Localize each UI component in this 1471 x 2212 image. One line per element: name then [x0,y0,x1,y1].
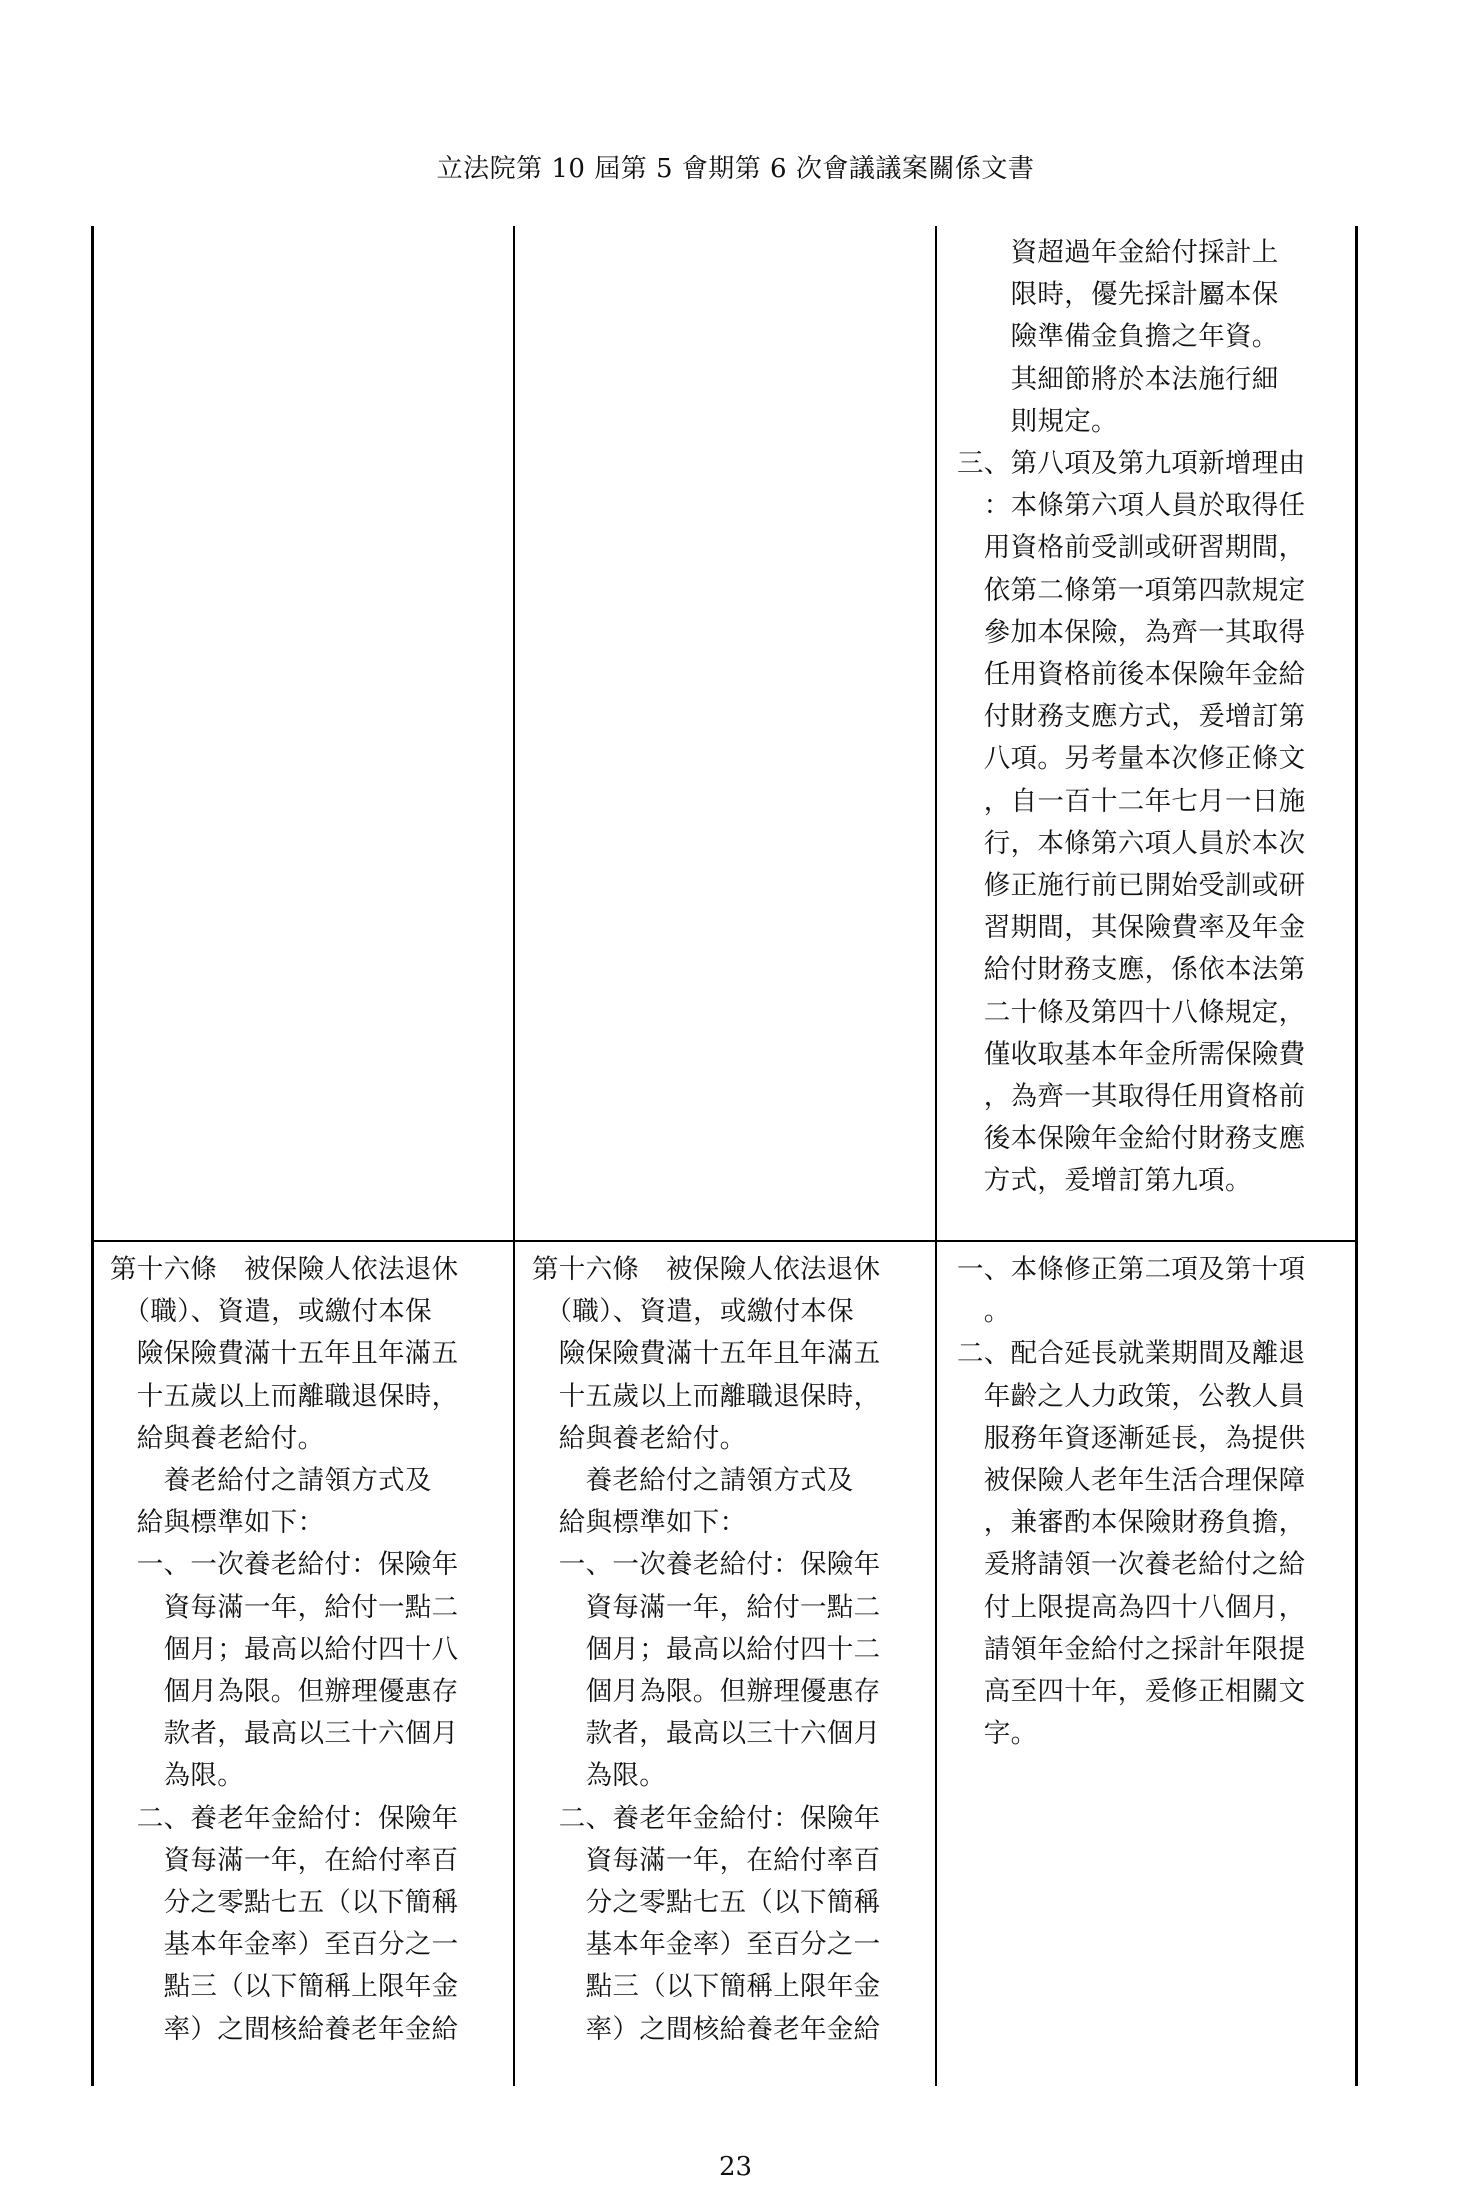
text-line: 點三（以下簡稱上限年金 [110,1971,459,2003]
text-line: 十五歲以上而離職退保時， [532,1380,881,1412]
text-line: 服務年資逐漸延長，為提供 [957,1422,1306,1454]
text-line: 二、養老年金給付：保險年 [110,1802,459,1834]
text-line: 用資格前受訓或研習期間， [957,532,1306,564]
text-line: 險準備金負擔之年資。 [957,321,1279,353]
text-line: 則規定。 [957,405,1118,437]
text-line: 給與標準如下： [110,1507,325,1539]
text-line: 參加本保險，為齊一其取得 [957,616,1306,648]
text-line: 僅收取基本年金所需保險費 [957,1038,1306,1070]
row2-col3-explanation [957,1249,1305,1755]
text-line: 資每滿一年，在給付率百 [532,1844,881,1876]
text-line: 為限。 [532,1760,666,1792]
text-line: 三、第八項及第九項新增理由 [957,448,1306,480]
text-line: 資每滿一年，在給付率百 [110,1844,459,1876]
text-line: 點三（以下簡稱上限年金 [532,1971,881,2003]
text-line: （職）、資遣，或繳付本保 [110,1296,432,1328]
text-line: 限時，優先採計屬本保 [957,279,1279,311]
text-line: 任用資格前後本保險年金給 [957,659,1306,691]
text-line: 一、本條修正第二項及第十項 [957,1254,1306,1285]
table-left-border [91,226,94,2086]
text-line: 二十條及第四十八條規定， [957,996,1306,1028]
text-line: 一、一次養老給付：保險年 [110,1549,459,1581]
text-line: 行，本條第六項人員於本次 [957,827,1306,859]
page-number: 23 [718,2152,753,2182]
row2-col2-current-article [532,1249,880,2051]
text-line: 分之零點七五（以下簡稱 [110,1887,459,1919]
text-line: 習期間，其保險費率及年金 [957,912,1306,944]
row2-col1-amended-article [110,1249,458,2051]
document-header: 立法院第 10 屆第 5 會期第 6 次會議議案關係文書 [436,154,1035,184]
text-line: 一、一次養老給付：保險年 [532,1549,881,1581]
text-line: 資每滿一年，給付一點二 [532,1591,881,1623]
column-divider-2 [935,226,937,2086]
text-line: ：本條第六項人員於取得任 [957,490,1306,522]
text-line: ，自一百十二年七月一日施 [957,785,1306,817]
text-line: 給與養老給付。 [110,1422,325,1454]
text-line: 個月為限。但辦理優惠存 [110,1676,459,1708]
text-line: 二、養老年金給付：保險年 [532,1802,881,1834]
text-line: 分之零點七五（以下簡稱 [532,1887,881,1919]
text-line: 付財務支應方式，爰增訂第 [957,701,1306,733]
column-divider-1 [513,226,515,2086]
text-line: 第十六條 被保險人依法退休 [532,1254,881,1285]
text-line: 養老給付之請領方式及 [532,1465,854,1497]
text-line: 款者，最高以三十六個月 [110,1718,459,1750]
text-line: 高至四十年，爰修正相關文 [957,1676,1306,1708]
text-line: 八項。另考量本次修正條文 [957,743,1306,775]
text-line: 資每滿一年，給付一點二 [110,1591,459,1623]
text-line: （職）、資遣，或繳付本保 [532,1296,854,1328]
table-right-border [1355,226,1358,2086]
text-line: 個月為限。但辦理優惠存 [532,1676,881,1708]
text-line: 爰將請領一次養老給付之給 [957,1549,1306,1581]
text-line: ，為齊一其取得任用資格前 [957,1081,1306,1113]
text-line: 。 [957,1296,1011,1328]
text-line: 資超過年金給付採計上 [957,237,1279,268]
text-line: 率）之間核給養老年金給 [532,2013,881,2045]
text-line: 款者，最高以三十六個月 [532,1718,881,1750]
text-line: 被保險人老年生活合理保障 [957,1465,1306,1497]
text-line: 個月；最高以給付四十八 [110,1633,459,1665]
text-line: 基本年金率）至百分之一 [532,1929,881,1961]
row-divider [91,1240,1358,1242]
text-line: 養老給付之請領方式及 [110,1465,432,1497]
text-line: 修正施行前已開始受訓或研 [957,870,1306,902]
text-line: 為限。 [110,1760,244,1792]
text-line: 基本年金率）至百分之一 [110,1929,459,1961]
text-line: 十五歲以上而離職退保時， [110,1380,459,1412]
text-line: 給付財務支應，係依本法第 [957,954,1306,986]
text-line: 其細節將於本法施行細 [957,363,1279,395]
text-line: 個月；最高以給付四十二 [532,1633,881,1665]
text-line: 險保險費滿十五年且年滿五 [532,1338,881,1370]
text-line: 給與養老給付。 [532,1422,747,1454]
text-line: 方式，爰增訂第九項。 [957,1165,1252,1197]
text-line: 年齡之人力政策，公教人員 [957,1380,1306,1412]
row1-col3-explanation [957,232,1305,1203]
text-line: 依第二條第一項第四款規定 [957,574,1306,606]
text-line: 付上限提高為四十八個月， [957,1591,1306,1623]
text-line: 二、配合延長就業期間及離退 [957,1338,1306,1370]
text-line: 第十六條 被保險人依法退休 [110,1254,459,1285]
text-line: ，兼審酌本保險財務負擔， [957,1507,1306,1539]
text-line: 率）之間核給養老年金給 [110,2013,459,2045]
text-line: 給與標準如下： [532,1507,747,1539]
text-line: 請領年金給付之採計年限提 [957,1633,1306,1665]
text-line: 後本保險年金給付財務支應 [957,1123,1306,1155]
text-line: 險保險費滿十五年且年滿五 [110,1338,459,1370]
text-line: 字。 [957,1718,1038,1750]
